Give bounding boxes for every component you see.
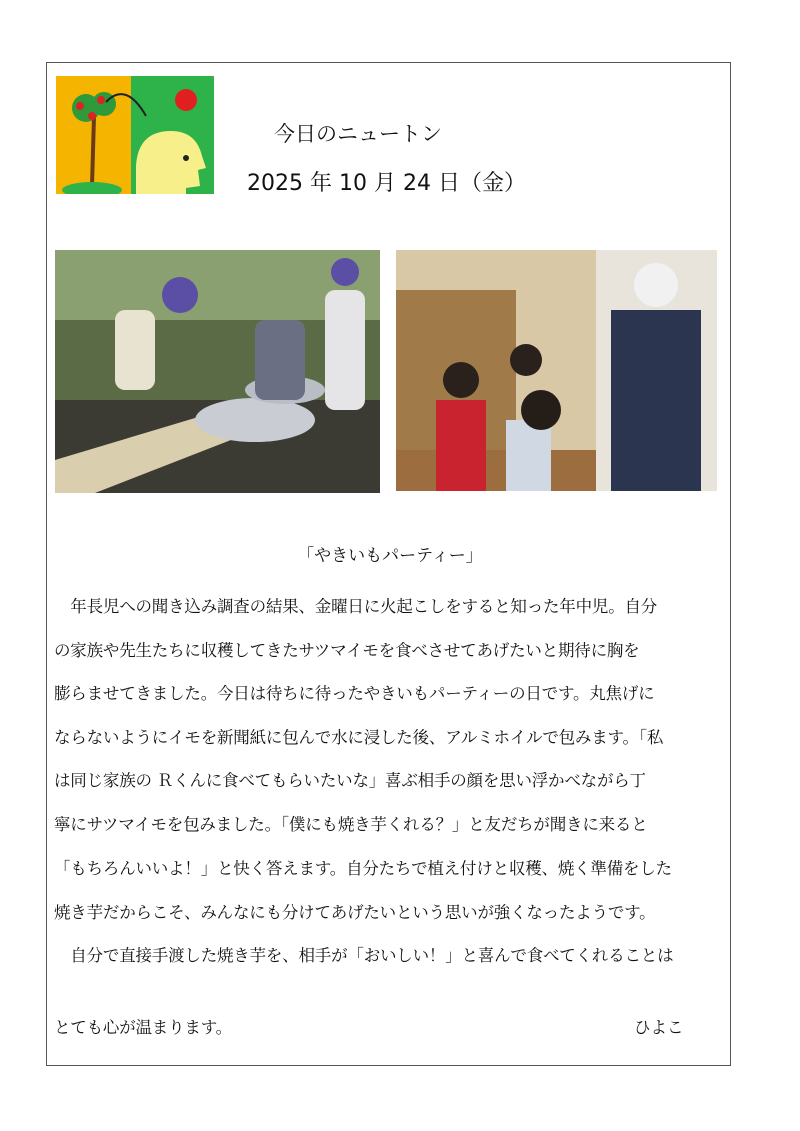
newsletter-title: 今日のニュートン [274, 122, 442, 146]
newsletter-date: 2025 年 10 月 24 日（金） [247, 171, 526, 196]
article-line: の家族や先生たちに収穫してきたサツマイモを食べさせてあげたいと期待に胸を [54, 641, 640, 660]
article-line: 焼き芋だからこそ、みんなにも分けてあげたいという思いが強くなったようです。 [54, 903, 656, 922]
photo-children-wrapping-potatoes [55, 250, 380, 493]
article-line: 膨らませてきました。今日は待ちに待ったやきいもパーティーの日です。丸焦げに [54, 684, 655, 703]
article-line: 「もちろんいいよ！」と快く答えます。自分たちで植え付けと収穫、焼く準備をした [54, 859, 672, 878]
article-line: 年長児への聞き込み調査の結果、金曜日に火起こしをすると知った年中児。自分 [54, 597, 658, 616]
newton-logo [56, 76, 214, 194]
photo-children-with-cook [396, 250, 717, 491]
article-line: は同じ家族の Ｒくんに食べてもらいたいな」喜ぶ相手の顔を思い浮かべながら丁 [54, 771, 646, 790]
article-line: 自分で直接手渡した焼き芋を、相手が「おいしい！」と喜んで食べてくれることは [54, 946, 674, 965]
article-heading: 「やきいもパーティー」 [297, 546, 483, 566]
article-line: とても心が温まります。 [54, 1018, 232, 1037]
article-line: ならないようにイモを新聞紙に包んで水に浸した後、アルミホイルで包みます。「私 [54, 728, 664, 747]
author-signature: ひよこ [634, 1018, 684, 1037]
article-line: 寧にサツマイモを包みました。「僕にも焼き芋くれる？」と友だちが聞きに来ると [54, 815, 648, 834]
